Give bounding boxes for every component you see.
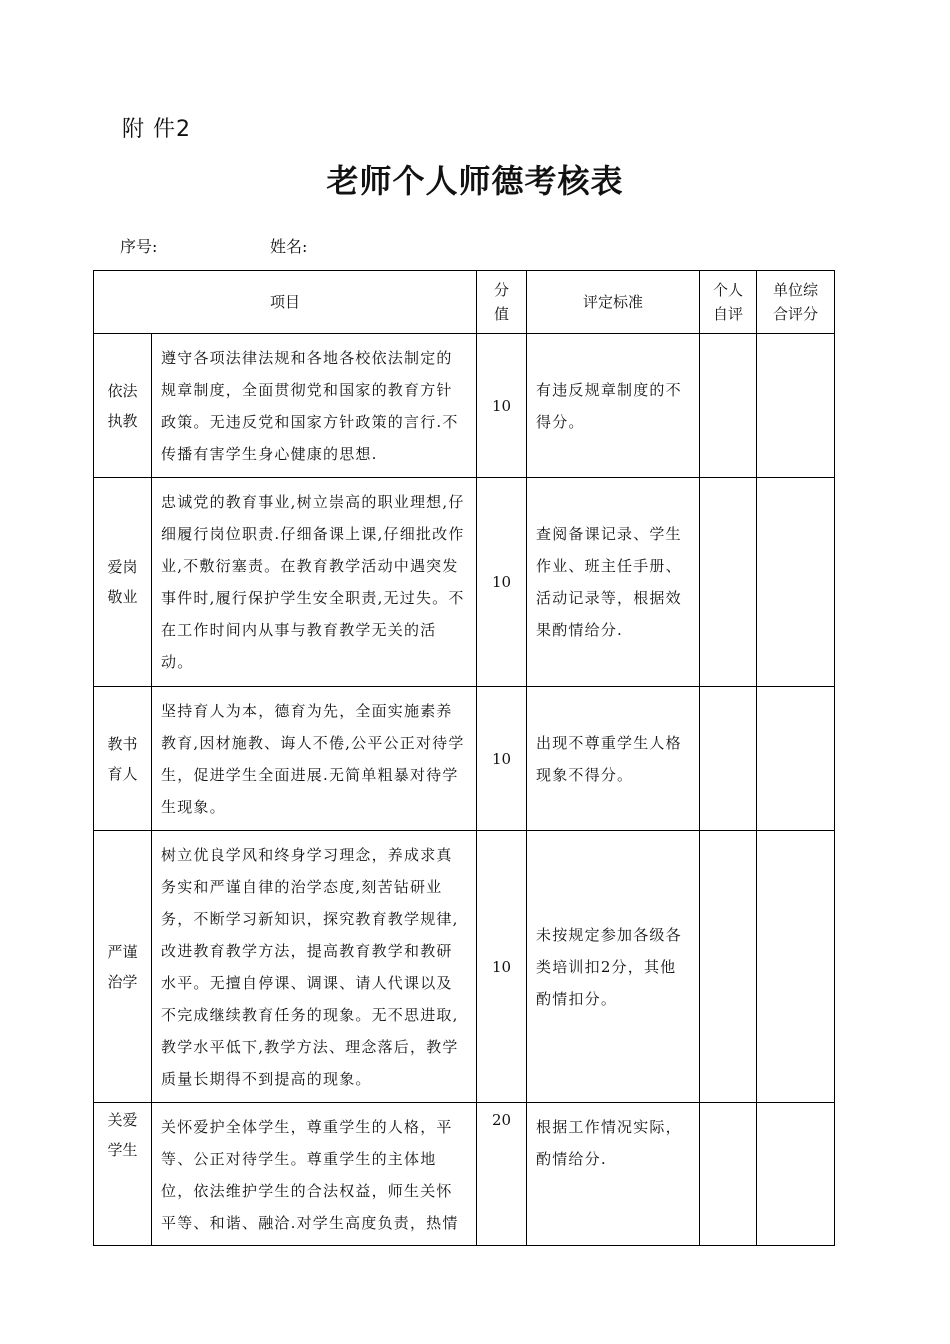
row-category-line2: 执教: [107, 411, 138, 430]
row-criteria: 根据工作情况实际，酌情给分.: [527, 1103, 700, 1246]
row-description: 关怀爱护全体学生，尊重学生的人格，平等、公正对待学生。尊重学生的主体地位，依法维护学生的合法权益，师生关怀平等、和谐、融洽.对学生高度负责，热情: [152, 1103, 477, 1246]
row-category-line2: 学生: [107, 1141, 138, 1159]
header-self-eval-line1: 个人: [713, 281, 744, 299]
table-row: [94, 831, 835, 1103]
header-score: [477, 271, 527, 334]
row-description: 忠诚党的教育事业,树立崇高的职业理想,仔细履行岗位职责.仔细备课上课,仔细批改作业,不敷衍塞责。在教育教学活动中遇突发事件时,履行保护学生安全职责,无过失。不在工作时间内从事与教育教学无关的活动。: [152, 478, 477, 687]
row-criteria: 有违反规章制度的不得分。: [527, 334, 700, 478]
row-category: [94, 687, 152, 831]
row-score: 10: [477, 478, 527, 687]
row-score: 20: [477, 1103, 527, 1246]
row-self-eval-cell[interactable]: [700, 687, 757, 831]
table-row: [94, 478, 835, 687]
table-header-row: [94, 271, 835, 334]
row-unit-eval-cell[interactable]: [757, 334, 835, 478]
row-category-line1: 爱岗: [107, 558, 138, 576]
row-category-line1: 严谨: [107, 942, 138, 961]
row-unit-eval-cell[interactable]: [757, 478, 835, 687]
header-self-eval: [700, 271, 757, 334]
row-category-line2: 敬业: [107, 588, 138, 606]
header-unit-eval-line1: 单位综: [773, 281, 819, 299]
row-description: 坚持育人为本，德育为先，全面实施素养教育,因材施教、诲人不倦,公平公正对待学生，促进学生全面进展.无简单粗暴对待学生现象。: [152, 687, 477, 831]
row-self-eval-cell[interactable]: [700, 1103, 757, 1246]
row-self-eval-cell[interactable]: [700, 478, 757, 687]
row-category-line1: 依法: [107, 381, 138, 400]
row-unit-eval-cell[interactable]: [757, 831, 835, 1103]
row-criteria: 未按规定参加各级各类培训扣2分，其他酌情扣分。: [527, 831, 700, 1103]
row-category: [94, 831, 152, 1103]
name-label: 姓名:: [270, 237, 308, 256]
row-score: 10: [477, 831, 527, 1103]
row-category-line2: 育人: [107, 764, 138, 783]
row-category-line2: 治学: [107, 972, 138, 991]
row-criteria: 查阅备课记录、学生作业、班主任手册、活动记录等，根据效果酌情给分.: [527, 478, 700, 687]
table-row: [94, 1103, 835, 1246]
header-unit-eval-line2: 合评分: [773, 305, 819, 323]
row-category: [94, 334, 152, 478]
row-description: 树立优良学风和终身学习理念，养成求真务实和严谨自律的治学态度,刻苦钻研业务，不断学习新知识，探究教育教学规律,改进教育教学方法，提高教育教学和教研水平。无擅自停课、调课、请人代课以及不完成继续教育任务的现象。无不思进取,教学水平低下,教学方法、理念落后，教学质量长期得不到提高的现象。: [152, 831, 477, 1103]
header-criteria: 评定标准: [527, 271, 700, 334]
assessment-table: [93, 270, 835, 1246]
row-category-line1: 关爱: [107, 1111, 138, 1129]
header-score-line1: 分: [494, 281, 510, 299]
header-item: 项目: [94, 271, 477, 334]
row-score: 10: [477, 334, 527, 478]
attachment-label: 附 件2: [122, 117, 191, 142]
header-unit-eval: [757, 271, 835, 334]
row-self-eval-cell[interactable]: [700, 831, 757, 1103]
row-unit-eval-cell[interactable]: [757, 687, 835, 831]
table-row: [94, 687, 835, 831]
header-score-line2: 值: [494, 305, 510, 323]
table-row: [94, 334, 835, 478]
serial-number-label: 序号:: [120, 237, 158, 256]
row-unit-eval-cell[interactable]: [757, 1103, 835, 1246]
row-category: [94, 1103, 152, 1246]
header-self-eval-line2: 自评: [713, 305, 744, 323]
row-self-eval-cell[interactable]: [700, 334, 757, 478]
row-category: [94, 478, 152, 687]
row-criteria: 出现不尊重学生人格现象不得分。: [527, 687, 700, 831]
row-description: 遵守各项法律法规和各地各校依法制定的规章制度，全面贯彻党和国家的教育方针政策。无违反党和国家方针政策的言行.不传播有害学生身心健康的思想.: [152, 334, 477, 478]
row-score: 10: [477, 687, 527, 831]
page-title: 老师个人师德考核表: [326, 162, 624, 200]
row-category-line1: 教书: [107, 734, 138, 753]
